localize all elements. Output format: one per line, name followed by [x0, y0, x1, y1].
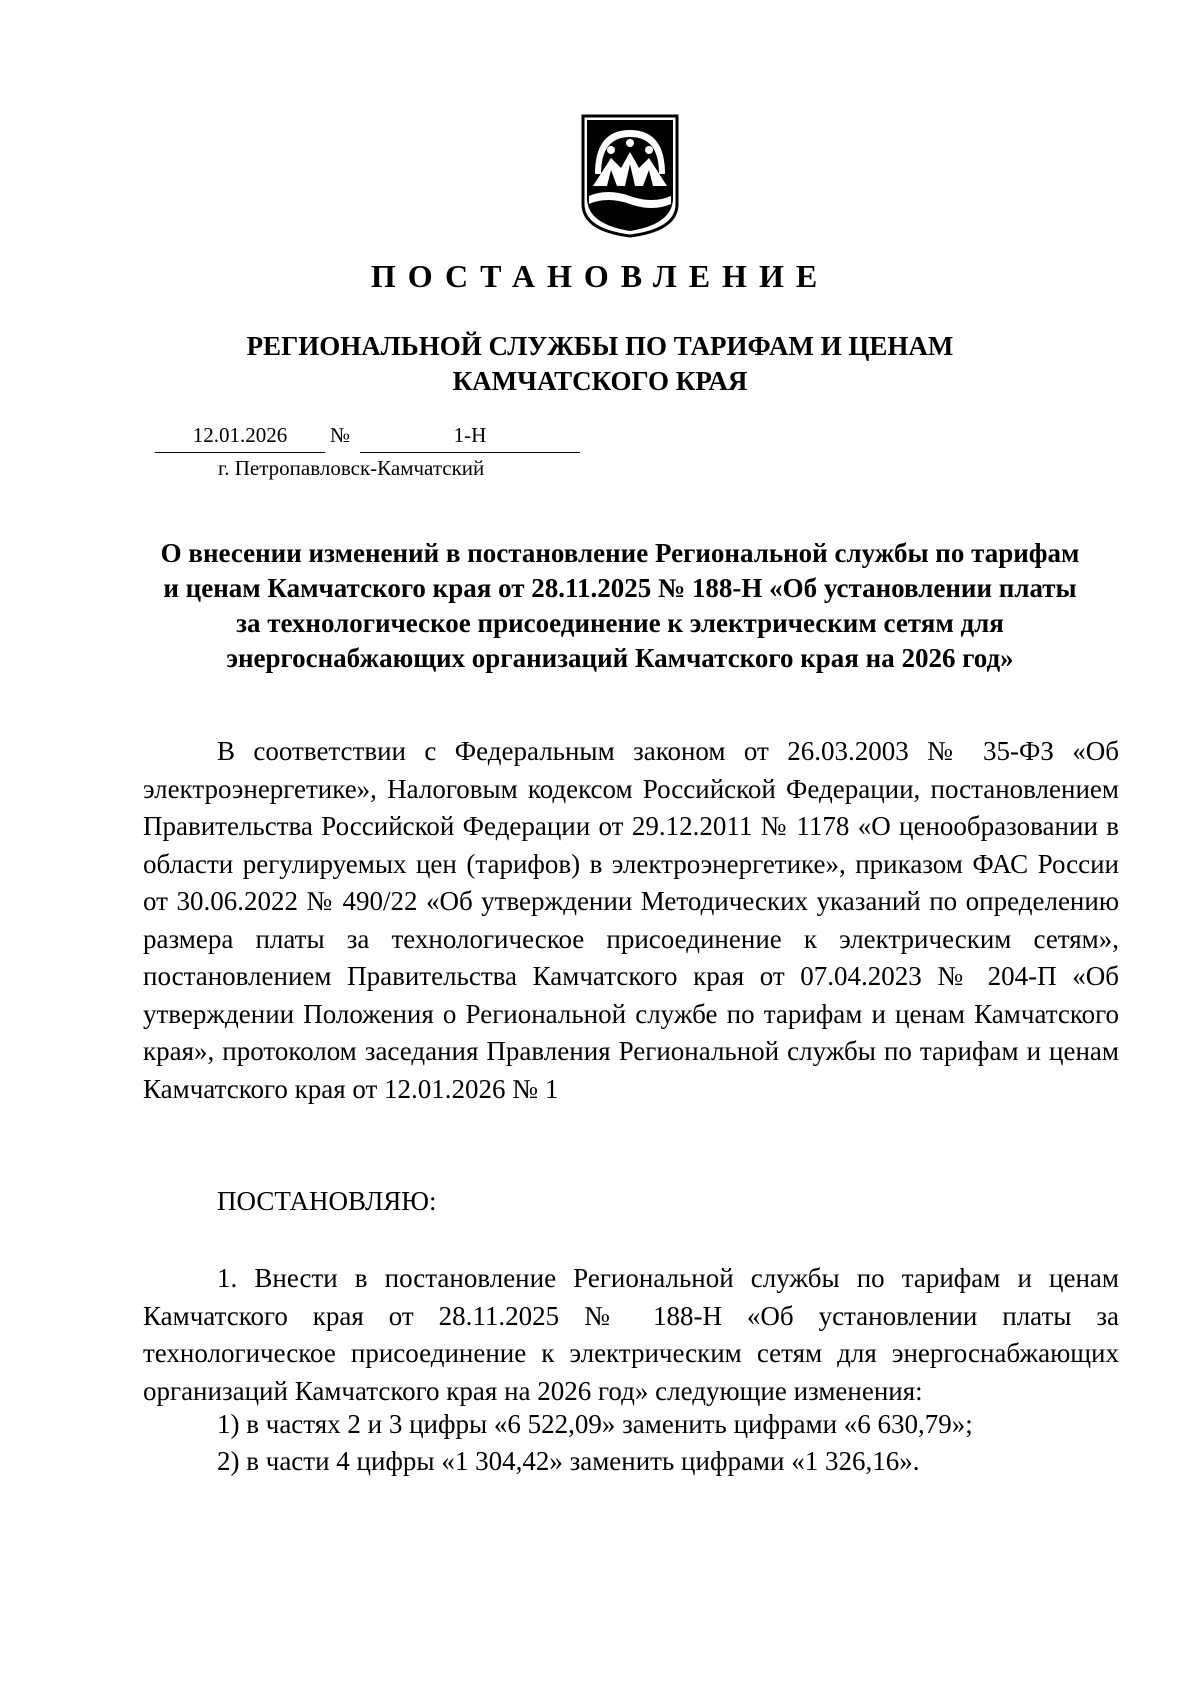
- subject-line: за технологическое присоединение к электрическим сетям для: [236, 608, 1004, 638]
- sub-item-2: 2) в части 4 цифры «1 304,42» заменить цифрами «1 326,16».: [217, 1446, 920, 1476]
- city-of-issue: г. Петропавловск-Камчатский: [218, 456, 485, 480]
- issuing-authority: [0, 329, 1200, 399]
- document-date: 12.01.2026: [192, 423, 288, 447]
- kamchatka-coat-of-arms-icon: [577, 112, 683, 238]
- document-type-title: ПОСТАНОВЛЕНИЕ: [370, 258, 830, 294]
- subject-line: О внесении изменений в постановление Региональной службы по тарифам: [160, 538, 1080, 568]
- subject-line: энергоснабжающих организаций Камчатского края на 2026 год»: [226, 643, 1014, 673]
- number-sign: №: [330, 423, 351, 447]
- document-number: 1-Н: [453, 423, 487, 447]
- document-subject: [130, 536, 1110, 676]
- issuer-line: РЕГИОНАЛЬНОЙ СЛУЖБЫ ПО ТАРИФАМ И ЦЕНАМ: [246, 331, 954, 361]
- sub-item-1: 1) в частях 2 и 3 цифры «6 522,09» заменить цифрами «6 630,79»;: [217, 1409, 973, 1439]
- preamble-paragraph: В соответствии с Федеральным законом от 26.03.2003 № 35-ФЗ «Об электроэнергетике», Налоговым кодексом Российской Федерации, постановлением Правительства Российской Федерации от 29.12.2011 № 1178 «О ценообразовании в области регулируемых цен (тарифов) в электроэнергетике», приказом ФАС России от 30.06.2022 № 490/22 «Об утверждении Методических указаний по определению размера платы за технологическое присоединение к электрическим сетям», постановлением Правительства Камчатского края от 07.04.2023 № 204-П «Об утверждении Положения о Региональной службе по тарифам и ценам Камчатского края», протоколом заседания Правления Региональной службы по тарифам и ценам Камчатского края от 12.01.2026 № 1: [143, 736, 1119, 1104]
- item-1-paragraph: 1. Внести в постановление Региональной службы по тарифам и ценам Камчатского края от 28.11.2025 № 188-Н «Об установлении платы за технологическое присоединение к электрическим сетям для энергоснабжающих организаций Камчатского края на 2026 год» следующие изменения:: [143, 1263, 1119, 1406]
- subject-line: и ценам Камчатского края от 28.11.2025 № 188-Н «Об установлении платы: [163, 573, 1077, 603]
- document-date-field: [155, 422, 325, 453]
- issuer-line: КАМЧАТСКОГО КРАЯ: [452, 366, 748, 396]
- document-number-field: [360, 422, 580, 453]
- decree-word: ПОСТАНОВЛЯЮ:: [217, 1186, 437, 1216]
